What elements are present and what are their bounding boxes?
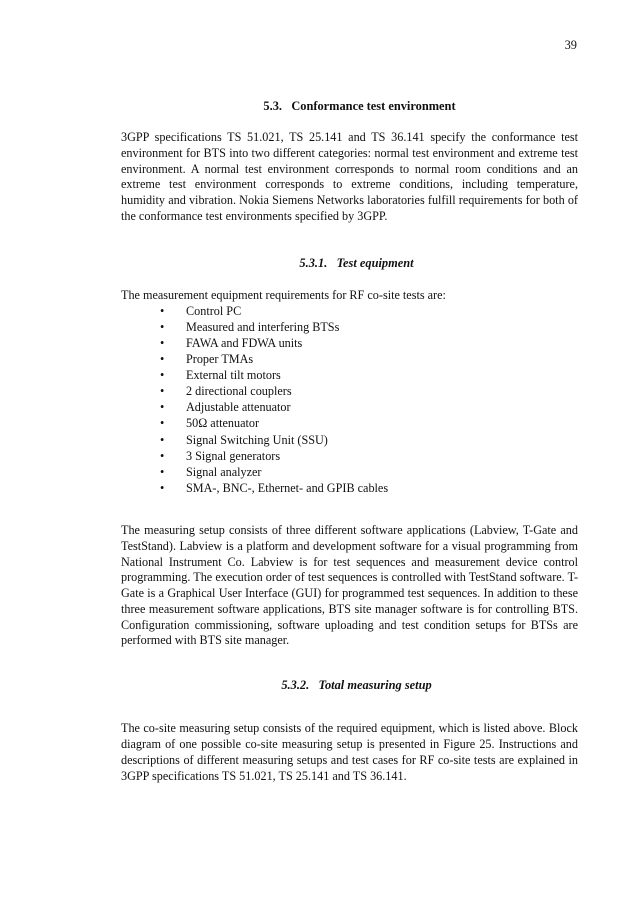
list-item [160,415,578,431]
bullet-icon: • [160,335,165,350]
bullet-icon: • [160,303,165,318]
list-item-text: SMA-, BNC-, Ethernet- and GPIB cables [186,480,389,495]
software-paragraph: The measuring setup consists of three different software applications (Labview, T-Gate and TestStand). Labview is a platform and development software for a visual programming from National Instrument Co. Labview is for test sequences and measurement device control programming. The execution order of test sequences is controlled with TestStand software. T-Gate is a Graphical User Interface (GUI) for programmed test sequences. In addition to these three measurement software applications, BTS site manager software is for controlling BTS. Configuration commissioning, software uploading and test condition setups for BTSs are performed with BTS site manager. [121,522,578,648]
subsection-title: Total measuring setup [318,678,432,693]
bullet-icon: • [160,400,165,415]
list-item-text: FAWA and FDWA units [186,335,303,350]
list-item-text: Signal Switching Unit (SSU) [186,432,328,447]
subsection-number: 5.3.2. [281,678,310,693]
list-item-text: Adjustable attenuator [186,400,291,415]
subsection-number: 5.3.1. [299,255,328,270]
section-number: 5.3. [263,99,283,113]
page-number: 39 [564,38,577,52]
equipment-list [121,303,578,496]
list-item-text: Proper TMAs [186,352,254,367]
subsection-heading-total-measuring-setup [121,677,578,693]
bullet-icon: • [160,448,165,463]
list-item [160,399,578,415]
subsection-heading-test-equipment [121,255,578,271]
list-item-text: 3 Signal generators [186,448,281,463]
list-item [160,448,578,464]
section-paragraph: 3GPP specifications TS 51.021, TS 25.141 and TS 36.141 specify the conformance test environment for BTS into two different categories: normal test environment and extreme test environment. A normal test environment corresponds to normal room conditions and an extreme test environment corresponds to extreme conditions, including temperature, humidity and vibration. Nokia Siemens Networks laboratories fulfill requirements for both of the conformance test environments specified by 3GPP. [121,130,578,223]
list-item [160,351,578,367]
bullet-icon: • [160,464,165,479]
list-item [160,319,578,335]
list-item-text: 2 directional couplers [186,384,292,399]
list-item-text: 50Ω attenuator [186,416,260,431]
subsection-title: Test equipment [336,255,414,270]
list-item [160,480,578,496]
list-item [160,383,578,399]
list-item [160,303,578,319]
bullet-icon: • [160,368,165,383]
bullet-icon: • [160,384,165,399]
bullet-icon: • [160,480,165,495]
equipment-intro: The measurement equipment requirements for RF co-site tests are: [121,287,446,302]
setup-paragraph: The co-site measuring setup consists of the required equipment, which is listed above. Block diagram of one possible co-site measuring setup is presented in Figure 25. Instructions and descriptions of different measuring setups and test cases for RF co-site tests are explained in 3GPP specifications TS 51.021, TS 25.141 and TS 36.141. [121,721,578,783]
list-item [160,464,578,480]
list-item-text: Measured and interfering BTSs [186,319,340,334]
list-item-text: External tilt motors [186,368,281,383]
bullet-icon: • [160,352,165,367]
list-item [160,432,578,448]
list-item-text: Control PC [186,303,242,318]
bullet-icon: • [160,319,165,334]
bullet-icon: • [160,432,165,447]
section-title: Conformance test environment [291,99,456,113]
list-item [160,367,578,383]
document-body [121,98,578,784]
list-item-text: Signal analyzer [186,464,262,479]
bullet-icon: • [160,416,165,431]
list-item [160,335,578,351]
section-heading [121,98,578,114]
